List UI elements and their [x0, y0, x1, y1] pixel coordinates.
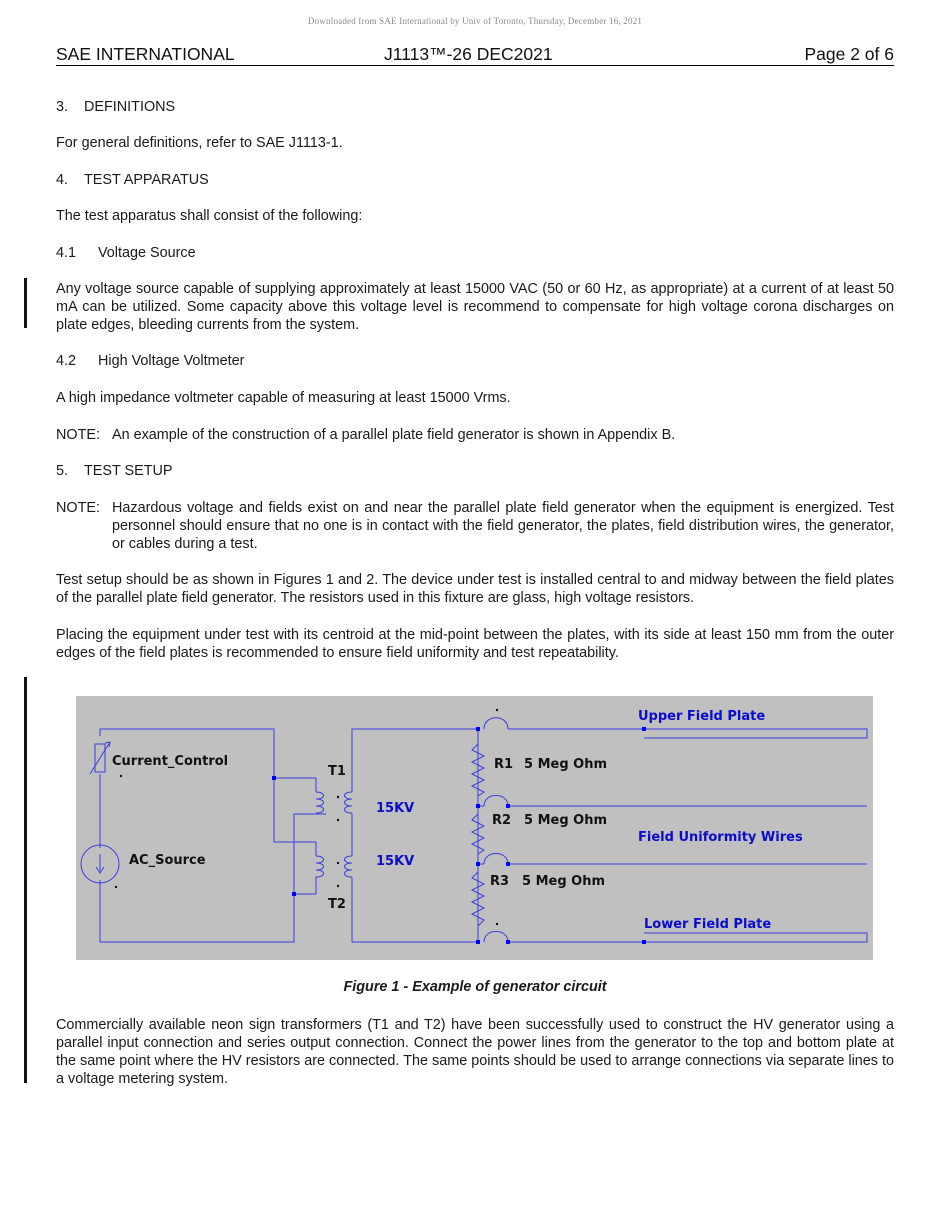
- section-3-number: 3.: [56, 99, 69, 115]
- section-4-1-title: Voltage Source: [98, 245, 196, 261]
- revision-bar: [24, 677, 27, 1083]
- note-hazard: Hazardous voltage and fields exist on and near the parallel plate field generator when the equipment is energized. Test personnel should ensure that no one is in contact with the field generator, the plates, field distribution wires, the generator, or cables during a test.: [112, 500, 894, 552]
- paragraph-neon-transformers: Commercially available neon sign transformers (T1 and T2) have been successfully used to construct the HV generator using a parallel input connection and series output connection. Connect the power lines from the generator to the top and bottom plate at the same point where the HV resistors are connected. The same points should be used to arrange connections via separate lines to a voltage metering system.: [56, 1017, 894, 1087]
- header-doc-id: J1113™-26 DEC2021: [384, 44, 553, 64]
- label-r3-value: 5 Meg Ohm: [522, 874, 606, 889]
- figure-caption: Figure 1 - Example of generator circuit: [343, 979, 607, 995]
- section-4-2-body: A high impedance voltmeter capable of measuring at least 15000 Vrms.: [56, 390, 511, 406]
- label-r2-value: 5 Meg Ohm: [524, 813, 608, 828]
- note-appendix-b: An example of the construction of a parallel plate field generator is shown in Appendix B.: [112, 427, 676, 443]
- label-15kv-t1: 15KV: [376, 801, 415, 816]
- note-label: NOTE:: [56, 427, 100, 443]
- section-4-number: 4.: [56, 172, 69, 188]
- label-15kv-t2: 15KV: [376, 854, 415, 869]
- section-4-2-number: 4.2: [56, 353, 77, 369]
- header-page-number: Page 2 of 6: [804, 44, 894, 64]
- page-header: [56, 44, 894, 66]
- label-r1: R1: [494, 757, 514, 772]
- label-current-control: Current_Control: [112, 754, 229, 769]
- header-org: SAE INTERNATIONAL: [56, 44, 235, 64]
- section-4-1-body: Any voltage source capable of supplying approximately at least 15000 VAC (50 or 60 Hz, as appropriate) at a current of at least 50 mA can be utilized. Some capacity above this voltage level is recommend to compensate for high voltage corona discharges on plate edges, bleeding currents from the system.: [56, 281, 894, 333]
- section-3-body: For general definitions, refer to SAE J1113-1.: [56, 135, 343, 151]
- label-ac-source: AC_Source: [129, 853, 206, 868]
- section-5-title: TEST SETUP: [84, 463, 173, 479]
- label-r2: R2: [492, 813, 512, 828]
- label-r3: R3: [490, 874, 510, 889]
- paragraph-placement: Placing the equipment under test with its centroid at the mid-point between the plates, with its side at least 150 mm from the outer edges of the field plates is recommended to ensure field uniformity and test repeatability.: [56, 627, 894, 661]
- section-4-body: The test apparatus shall consist of the following:: [56, 208, 363, 224]
- label-lower-field-plate: Lower Field Plate: [644, 917, 772, 932]
- watermark: Downloaded from SAE International by Univ of Toronto, Thursday, December 16, 2021: [307, 16, 643, 26]
- paragraph-test-setup: Test setup should be as shown in Figures 1 and 2. The device under test is installed central to and midway between the field plates of the parallel plate field generator. The resistors used in this fixture are glass, high voltage resistors.: [56, 572, 894, 606]
- section-4-2-title: High Voltage Voltmeter: [98, 353, 245, 369]
- section-3-title: DEFINITIONS: [84, 99, 176, 115]
- label-field-uniformity-wires: Field Uniformity Wires: [638, 830, 803, 845]
- label-t1: T1: [328, 764, 346, 779]
- label-upper-field-plate: Upper Field Plate: [638, 709, 766, 724]
- label-r1-value: 5 Meg Ohm: [524, 757, 608, 772]
- section-5-number: 5.: [56, 463, 69, 479]
- note-label: NOTE:: [56, 500, 100, 516]
- label-t2: T2: [328, 897, 346, 912]
- revision-bar: [24, 278, 27, 328]
- generator-circuit-diagram: [76, 696, 873, 960]
- section-4-title: TEST APPARATUS: [84, 172, 209, 188]
- section-4-1-number: 4.1: [56, 245, 77, 261]
